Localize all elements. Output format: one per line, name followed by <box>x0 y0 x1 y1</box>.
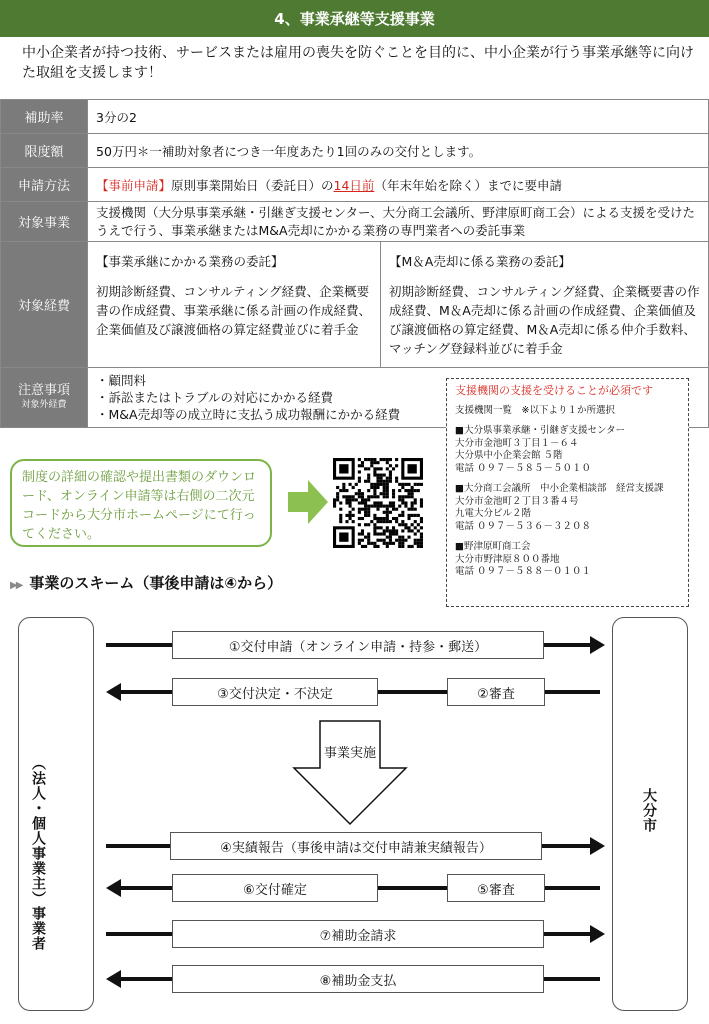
step-2: ②審査 <box>447 678 545 706</box>
oita-city-label: 大分市 <box>641 788 657 833</box>
apply-prefix: 【事前申請】 <box>96 177 172 193</box>
apply-days: 14日前 <box>333 177 375 193</box>
expense-left-body: 初期診断経費、コンサルティング経費、企業概要書の作成経費、事業承継に係る計画の作成経費、企業価値及び譲渡価格の算定経費並びに着手金 <box>96 284 372 337</box>
target-value: 支援機関（大分県事業承継・引継ぎ支援センター、大分商工会議所、野津原町商工会）による支援を受けたうえで行う、事業承継またはM&A売却にかかる業務の専門業者への委託事業 <box>88 202 709 242</box>
support-title: 支援機関の支援を受けることが必須です <box>455 384 653 397</box>
org-name: ■大分県事業承継・引継ぎ支援センター <box>455 425 626 436</box>
notes-item: ・顧問料 <box>96 373 147 388</box>
org-line: 九電大分ビル２階 <box>455 508 532 519</box>
step-5: ⑤審査 <box>447 874 545 902</box>
support-list-title: 支援機関一覧 ※以下より１か所選択 <box>455 404 615 416</box>
business-owner-label: 事業者 （法人・個人事業主） <box>30 756 46 951</box>
section-title: 4、事業承継等支援事業 <box>0 0 709 37</box>
rate-label: 補助率 <box>1 100 88 134</box>
notes-item: ・訴訟またはトラブルの対応にかかる経費 <box>96 390 334 405</box>
step-8: ⑧補助金支払 <box>172 965 544 993</box>
apply-text2: （年末年始を除く）までに要申請 <box>374 177 562 193</box>
step-7: ⑦補助金請求 <box>172 920 544 948</box>
scheme-title: ▶▶ 事業のスキーム（事後申請は④から） <box>10 574 283 592</box>
expense-left-title: 【事業承継にかかる業務の委託】 <box>96 254 284 269</box>
step-3: ③交付決定・不決定 <box>172 678 378 706</box>
notes-item: ・M&A売却等の成立時に支払う成功報酬にかかる経費 <box>96 407 401 422</box>
limit-value: 50万円＊一補助対象者につき一年度あたり1回のみの交付とします。 <box>88 134 709 168</box>
expense-right-title: 【M＆A売却に係る業務の委託】 <box>389 254 571 269</box>
notes-sublabel: 対象外経費 <box>21 399 67 410</box>
org-line: 大分市金池町３丁目１－６４ <box>455 437 579 449</box>
org-line: 電話 ０９７－５８５－５０１０ <box>455 462 592 474</box>
org-line: 電話 ０９７－５３６－３２０８ <box>455 520 592 532</box>
org-name: ■大分商工会議所 中小企業相談部 経営支援課 <box>455 483 664 494</box>
limit-label: 限度額 <box>1 134 88 168</box>
expense-label: 対象経費 <box>1 242 88 368</box>
org-line: 大分県中小企業会館 ５階 <box>455 450 563 461</box>
step-4: ④実績報告（事後申請は交付申請兼実績報告） <box>170 832 542 860</box>
implement-label: 事業実施 <box>323 746 376 761</box>
org-line: 大分市金池町２丁目３番４号 <box>455 495 579 507</box>
org-line: 大分市野津原８００番地 <box>455 553 560 565</box>
expense-right-body: 初期診断経費、コンサルティング経費、企業概要書の作成経費、M＆A売却に係る計画の作成経費、企業価値及び譲渡価格の算定経費、M＆A売却に係る仲介手数料、マッチング登録料並びに着手金 <box>389 284 700 356</box>
notes-label-main: 注意事項 <box>17 382 70 398</box>
step-1: ①交付申請（オンライン申請・持参・郵送） <box>172 631 544 659</box>
step-6: ⑥交付確定 <box>172 874 378 902</box>
triangle-icon: ▶▶ <box>10 580 22 591</box>
target-label: 対象事業 <box>1 202 88 242</box>
apply-label: 申請方法 <box>1 168 88 202</box>
rate-value: 3分の2 <box>88 100 709 134</box>
intro-text: 中小企業者が持つ技術、サービスまたは雇用の喪失を防ぐことを目的に、中小企業が行う事業承継等に向けた取組を支援します！ <box>22 45 694 81</box>
online-note: 制度の詳細の確認や提出書類のダウンロード、オンライン申請等は右側の二次元コードから大分市ホームページにて行ってください。 <box>10 459 272 547</box>
org-line: 電話 ０９７－５８８－０１０１ <box>455 566 592 577</box>
org-name: ■野津原町商工会 <box>455 541 531 552</box>
apply-text1: 原則事業開始日（委託日）の <box>171 177 334 193</box>
